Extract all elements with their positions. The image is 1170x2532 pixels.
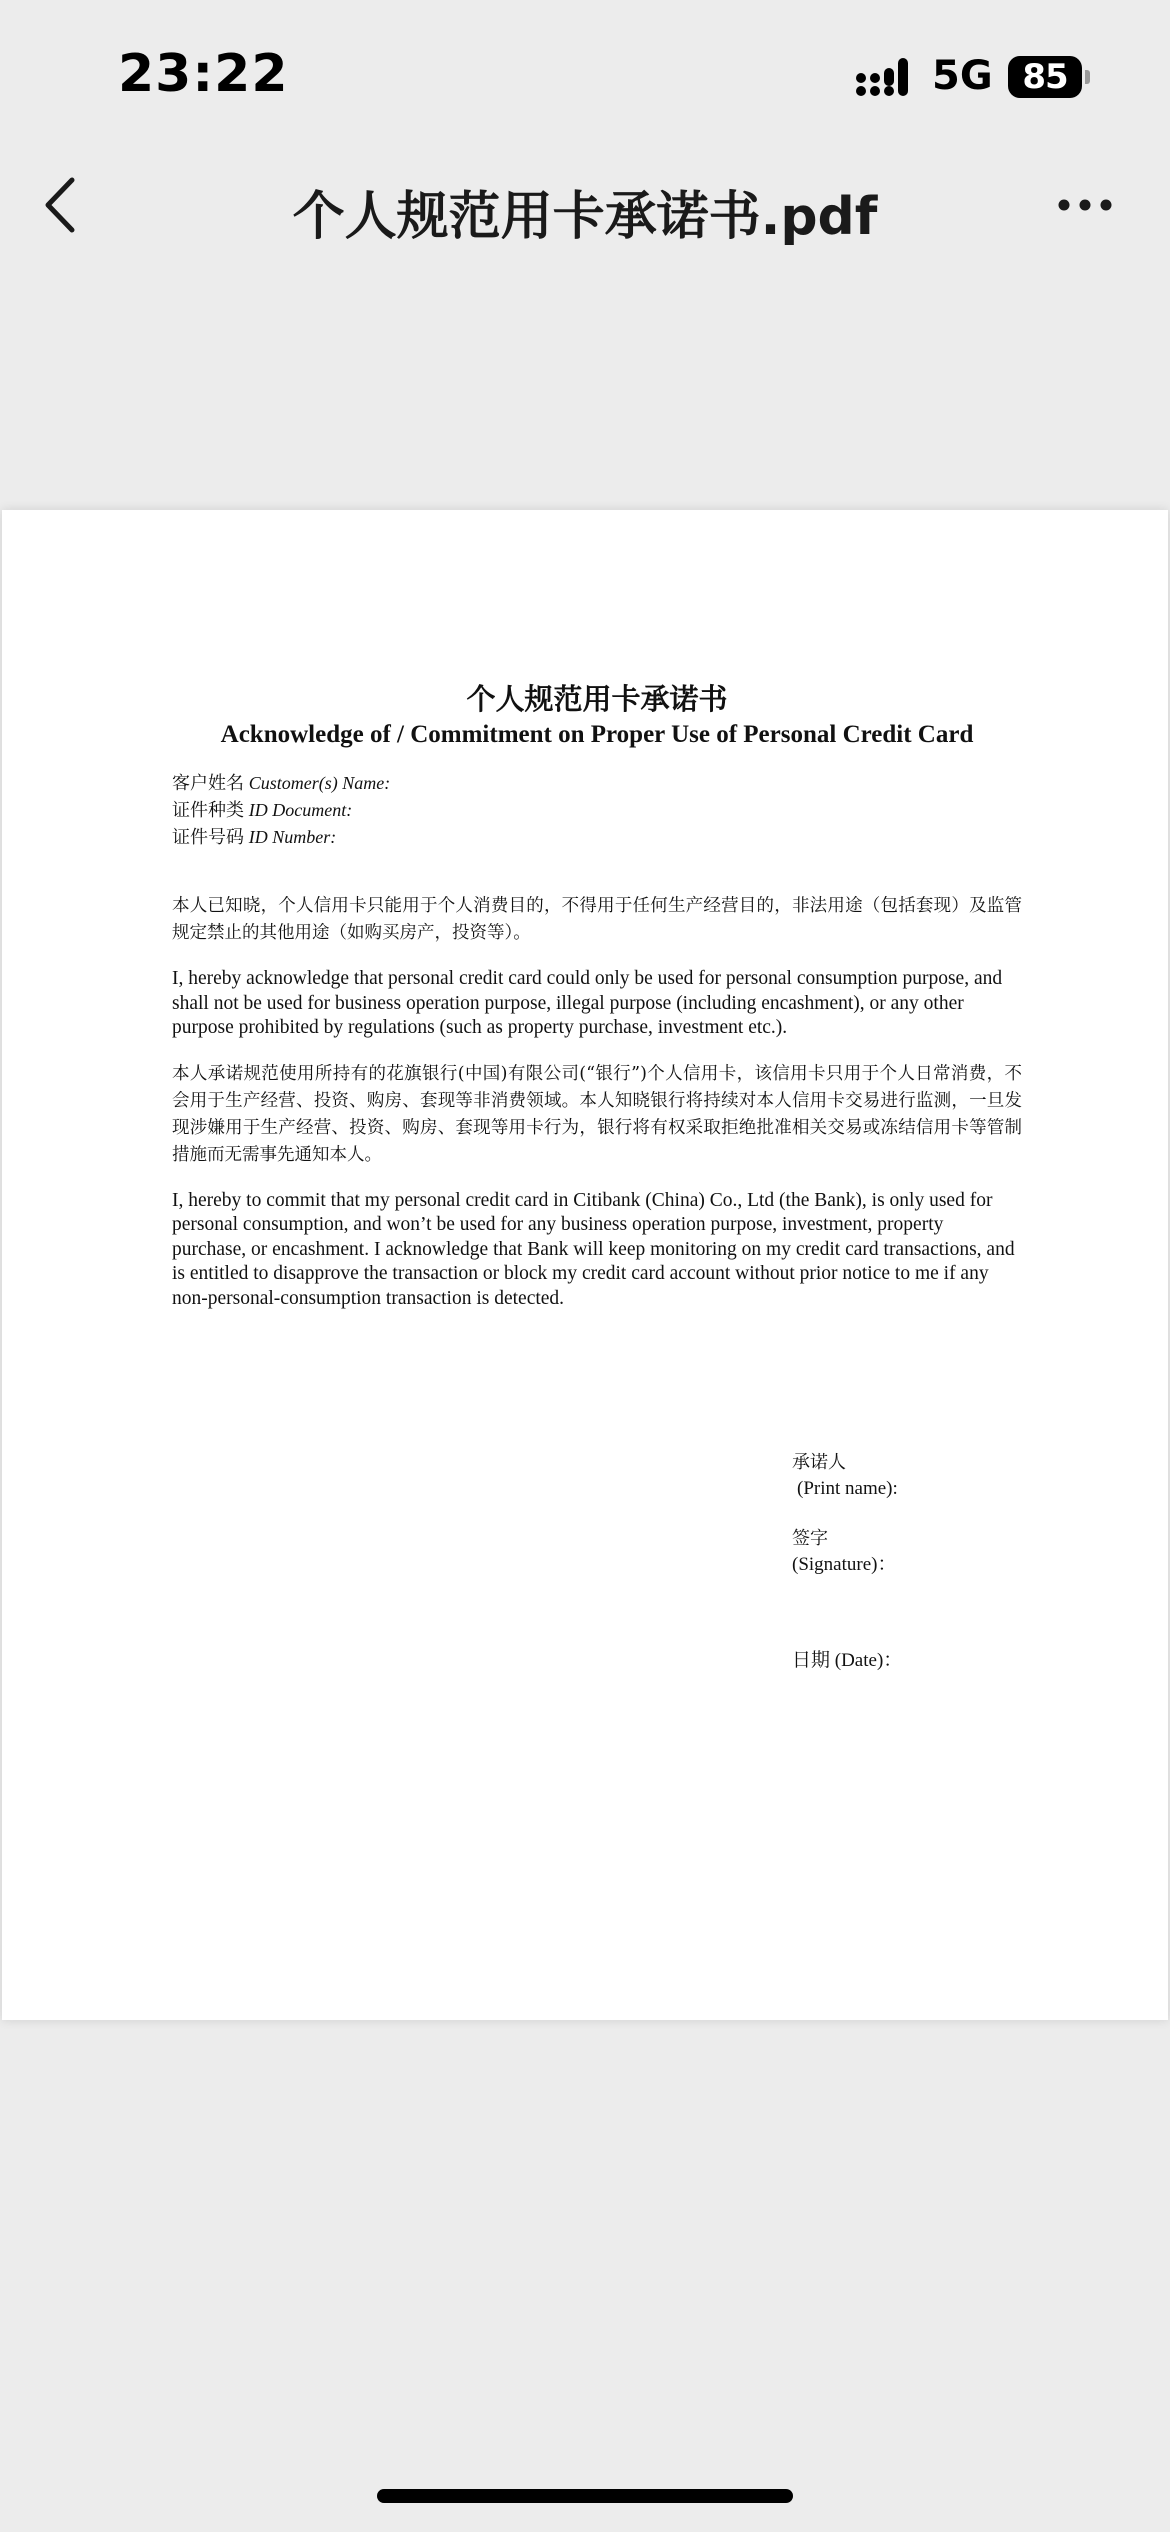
pdf-content — [172, 680, 1022, 1311]
promisor-label-cn: 承诺人 — [792, 1452, 846, 1473]
home-indicator[interactable] — [377, 2489, 793, 2503]
field-label-en: Customer(s) Name: — [248, 773, 391, 793]
field-label-en: ID Number: — [248, 827, 337, 847]
paragraph-2-english: I, hereby to commit that my personal credit card in Citibank (China) Co., Ltd (the Bank), is only used for personal consumption, and won’t be used for any business operation purpose, investment, property purchase, or encashment. I acknowledge that Bank will keep monitoring on my credit card transactions, and is entitled to disapprove the transaction or block my credit card account without prior notice to me if any non-personal-consumption transaction is detected. — [172, 1189, 1015, 1309]
chevron-left-icon — [30, 170, 100, 240]
network-type-label: 5G — [932, 53, 993, 99]
field-label-cn: 证件种类 — [172, 800, 244, 821]
field-label-cn: 证件号码 — [172, 827, 244, 848]
back-button[interactable] — [30, 170, 100, 240]
document-title: 个人规范用卡承诺书.pdf — [292, 187, 878, 247]
status-time: 23:22 — [118, 44, 289, 104]
more-options-button[interactable] — [1045, 175, 1125, 235]
paragraph-1-chinese: 本人已知晓，个人信用卡只能用于个人消费目的，不得用于任何生产经营目的，非法用途（包括套现）及监管规定禁止的其他用途（如购买房产，投资等）。 — [172, 896, 1022, 943]
navigation-bar — [0, 150, 1170, 265]
doc-title-english: Acknowledge of / Commitment on Proper Use of Personal Credit Card — [220, 721, 974, 748]
signature-label-cn: 签字 — [792, 1528, 828, 1549]
cellular-signal-icon — [855, 56, 915, 98]
status-bar — [0, 0, 1170, 150]
field-label-en: ID Document: — [248, 800, 353, 820]
paragraph-2-chinese: 本人承诺规范使用所持有的花旗银行(中国)有限公司(“银行”)个人信用卡，该信用卡只用于个人日常消费，不会用于生产经营、投资、购房、套现等非消费领域。本人知晓银行将持续对本人信用卡交易进行监测，一旦发现涉嫌用于生产经营、投资、购房、套现等用卡行为，银行将有权采取拒绝批准相关交易或冻结信用卡等管制措施而无需事先通知本人。 — [172, 1063, 1022, 1165]
doc-title-chinese: 个人规范用卡承诺书 — [466, 682, 728, 716]
paragraph-1-english: I, hereby acknowledge that personal credit card could only be used for personal consumption purpose, and shall not be used for business operation purpose, illegal purpose (including encashment), or any other purpose prohibited by regulations (such as property purchase, investment etc.). — [172, 968, 1003, 1038]
signature-block — [792, 1450, 1092, 1674]
pdf-page[interactable] — [2, 510, 1168, 2020]
field-id-number — [172, 824, 1022, 851]
more-horizontal-icon — [1045, 175, 1125, 235]
signature-label-en: (Signature)： — [792, 1554, 897, 1575]
field-customer-name — [172, 770, 1022, 797]
promisor-label-en: (Print name): — [797, 1478, 898, 1499]
battery-icon — [1008, 56, 1088, 98]
date-label: 日期 (Date)： — [792, 1650, 903, 1671]
battery-level: 85 — [1008, 56, 1082, 98]
field-id-document — [172, 797, 1022, 824]
field-label-cn: 客户姓名 — [172, 773, 244, 794]
battery-tip — [1085, 70, 1090, 84]
